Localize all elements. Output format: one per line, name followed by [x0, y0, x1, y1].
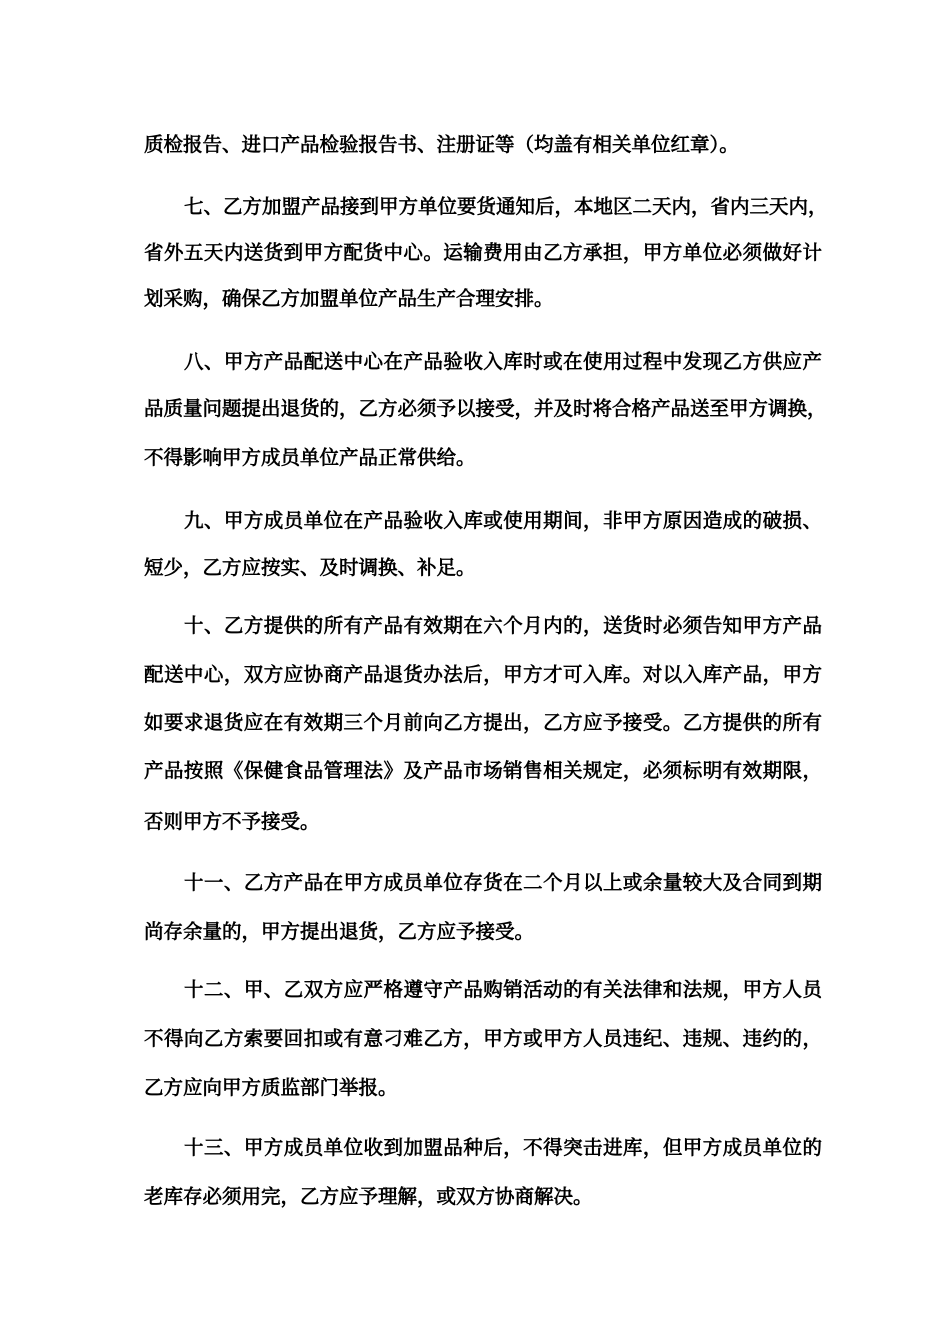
paragraph-7-line-1: 省外五天内送货到甲方配货中心。运输费用由乙方承担，甲方单位必须做好计: [144, 241, 822, 264]
paragraph-13-line-0: 十三、甲方成员单位收到加盟品种后，不得突击进库，但甲方成员单位的: [184, 1136, 822, 1159]
paragraph-10-line-2: 如要求退货应在有效期三个月前向乙方提出，乙方应予接受。乙方提供的所有: [144, 711, 822, 734]
paragraph-12-line-2: 乙方应向甲方质监部门举报。: [144, 1076, 398, 1099]
paragraph-11-line-0: 十一、乙方产品在甲方成员单位存货在二个月以上或余量较大及合同到期: [184, 871, 822, 894]
paragraph-10-line-0: 十、乙方提供的所有产品有效期在六个月内的，送货时必须告知甲方产品: [184, 614, 822, 637]
paragraph-12-line-1: 不得向乙方索要回扣或有意刁难乙方，甲方或甲方人员违纪、违规、违约的，: [144, 1027, 822, 1050]
paragraph-10-line-3: 产品按照《保健食品管理法》及产品市场销售相关规定，必须标明有效期限，: [144, 759, 822, 782]
paragraph-9-line-1: 短少，乙方应按实、及时调换、补足。: [144, 556, 476, 579]
paragraph-8-line-1: 品质量问题提出退货的，乙方必须予以接受，并及时将合格产品送至甲方调换，: [144, 397, 827, 420]
paragraph-8-line-0: 八、甲方产品配送中心在产品验收入库时或在使用过程中发现乙方供应产: [184, 350, 822, 373]
paragraph-13-line-1: 老库存必须用完，乙方应予理解，或双方协商解决。: [144, 1185, 593, 1208]
paragraph-0-line-0: 质检报告、进口产品检验报告书、注册证等（均盖有相关单位红章）。: [144, 133, 739, 156]
paragraph-10-line-1: 配送中心，双方应协商产品退货办法后，甲方才可入库。对以入库产品，甲方: [144, 663, 822, 686]
paragraph-10-line-4: 否则甲方不予接受。: [144, 810, 320, 833]
paragraph-7-line-0: 七、乙方加盟产品接到甲方单位要货通知后，本地区二天内，省内三天内，: [184, 195, 828, 218]
paragraph-11-line-1: 尚存余量的，甲方提出退货，乙方应予接受。: [144, 920, 535, 943]
paragraph-9-line-0: 九、甲方成员单位在产品验收入库或使用期间，非甲方原因造成的破损、: [184, 509, 822, 532]
paragraph-8-line-2: 不得影响甲方成员单位产品正常供给。: [144, 446, 476, 469]
paragraph-12-line-0: 十二、甲、乙双方应严格遵守产品购销活动的有关法律和法规，甲方人员: [184, 978, 822, 1001]
paragraph-7-line-2: 划采购，确保乙方加盟单位产品生产合理安排。: [144, 287, 554, 310]
